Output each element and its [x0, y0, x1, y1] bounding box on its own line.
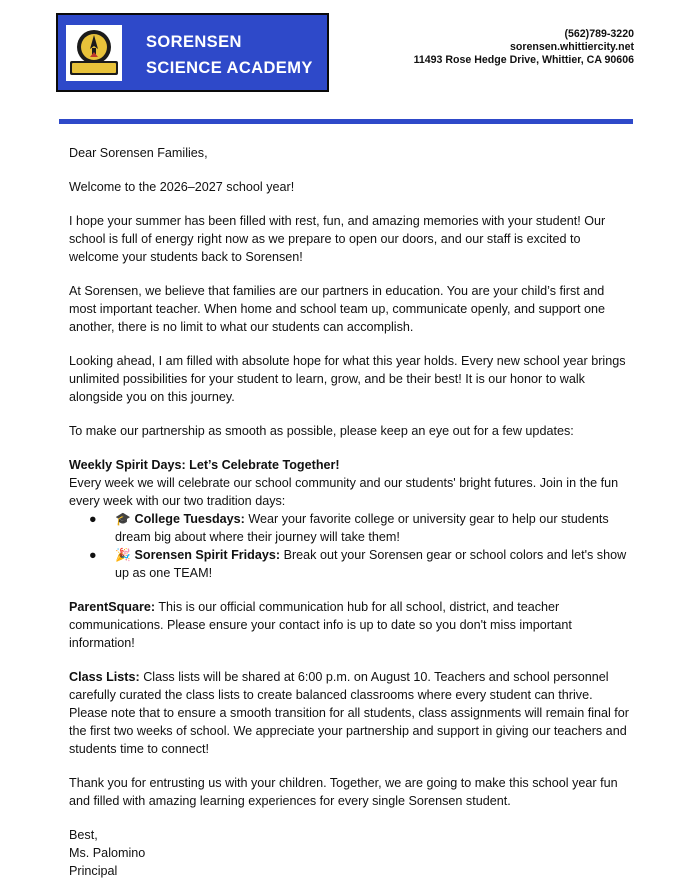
- list-item-spirit-fridays: ● 🎉 Sorensen Spirit Fridays: Break out your Sorensen gear or school colors and let's show up as one TEAM!: [89, 548, 627, 580]
- header-divider: [59, 119, 633, 124]
- spirit-days-heading: Weekly Spirit Days: Let’s Celebrate Together!: [69, 458, 340, 472]
- paragraph-summer: I hope your summer has been filled with rest, fun, and amazing memories with your student! Our school is full of energy right now as we prepare to open our doors, and our staff is excited to welcome your students back to Sorensen!: [69, 214, 606, 264]
- greeting: Dear Sorensen Families,: [69, 146, 208, 160]
- signer-title: Principal: [69, 864, 118, 878]
- school-name-line1: SORENSEN: [146, 33, 242, 51]
- header-banner: [56, 13, 329, 92]
- list-item-college-tuesdays: ● 🎓 College Tuesdays: Wear your favorite college or university gear to help our students dream big about where their journey will take them!: [89, 512, 609, 544]
- spirit-days-intro: Every week we will celebrate our school community and our students' bright futures. Join in the fun every week with our two tradition days:: [69, 476, 619, 508]
- party-popper-icon: 🎉: [115, 548, 131, 562]
- signer-name: Ms. Palomino: [69, 846, 146, 860]
- signoff: Best,: [69, 828, 98, 842]
- paragraph-parentsquare: ParentSquare: This is our official communication hub for all school, district, and teacher communications. Please ensure your contact info is up to date so you don't miss important information!: [69, 600, 572, 650]
- paragraph-partners: At Sorensen, we believe that families are our partners in education. You are your child’s first and most important teacher. When home and school team up, communicate openly, and support one another, there is no limit to what our students can accomplish.: [69, 284, 606, 334]
- rockets-logo-graphic: [66, 25, 122, 81]
- paragraph-thank-you: Thank you for entrusting us with your children. Together, we are going to make this school year fun and filled with amazing learning experiences for every single Sorensen student.: [69, 776, 618, 808]
- contact-block: [414, 28, 634, 67]
- spirit-fridays-text: Break out your Sorensen gear or school colors and let's show up as one TEAM!: [115, 548, 627, 580]
- school-name: [146, 29, 313, 81]
- paragraph-updates: To make our partnership as smooth as possible, please keep an eye out for a few updates:: [69, 424, 574, 438]
- paragraph-hope: Looking ahead, I am filled with absolute hope for what this year holds. Every new school year brings unlimited possibilities for your student to learn, grow, and be their best! It is our honor to walk alongside you on this journey.: [69, 354, 626, 404]
- college-tuesdays-text: Wear your favorite college or university gear to help our students dream big about where their journey will take them!: [115, 512, 609, 544]
- spirit-days-list: [69, 510, 629, 582]
- welcome-line: Welcome to the 2026–2027 school year!: [69, 180, 295, 194]
- college-tuesdays-label: College Tuesdays:: [134, 512, 245, 526]
- website: sorensen.whittiercity.net: [509, 41, 634, 53]
- graduation-cap-icon: 🎓: [115, 512, 131, 526]
- phone-number: (562)789-3220: [564, 28, 634, 40]
- school-name-line2: SCIENCE ACADEMY: [146, 59, 313, 77]
- paragraph-class-lists: Class Lists: Class lists will be shared at 6:00 p.m. on August 10. Teachers and school personnel carefully curated the class lists to create balanced classrooms where every student can thrive. Please note that to ensure a smooth transition for all students, class assignments will remain final for the first two weeks of school. We appreciate your partnership and support in giving our teachers and students time to connect!: [69, 670, 629, 756]
- address: 11493 Rose Hedge Drive, Whittier, CA 90606: [413, 54, 634, 66]
- rockets-logo: [66, 25, 122, 81]
- letter-body: [69, 144, 629, 880]
- spirit-fridays-label: Sorensen Spirit Fridays:: [134, 548, 281, 562]
